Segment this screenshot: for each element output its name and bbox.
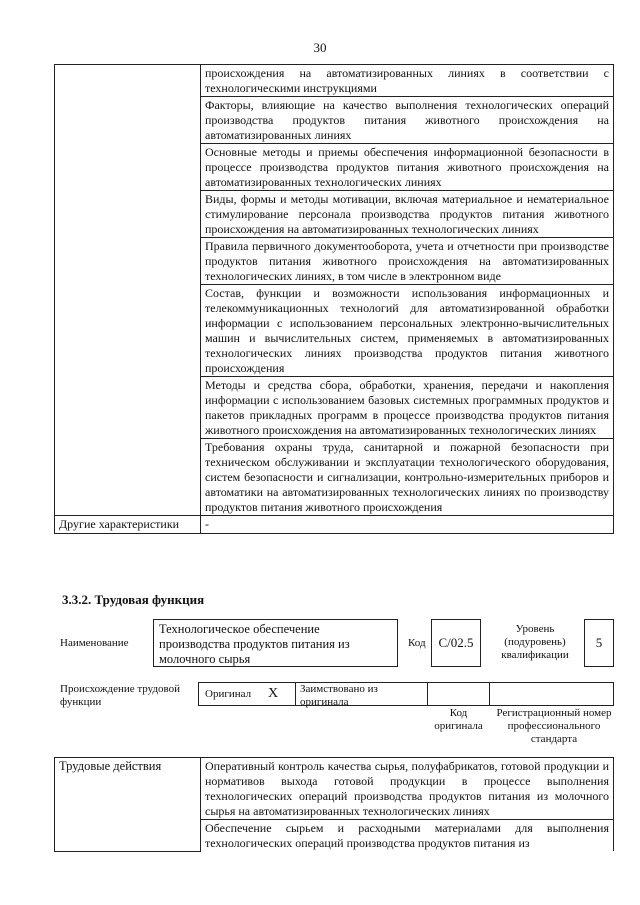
code-label: Код <box>408 637 426 649</box>
code-value: C/02.5 <box>431 619 481 667</box>
code-caption: Код оригинала <box>434 707 483 732</box>
table-cell: Оперативный контроль качества сырья, полуфабрикатов, готовой продукции и нормативов выхода готовой продукции в процессе выполнения технологических операций производства продуктов питания из молочного сырья на автоматизированных технологических линиях <box>201 758 614 820</box>
row-label-cell <box>55 65 201 516</box>
original-label: Оригинал <box>205 688 252 700</box>
table-cell: Виды, формы и методы мотивации, включая материальное и нематериальное стимулирование персонала производства продуктов питания животного происхождения на автоматизированных технологических линиях <box>201 191 614 238</box>
original-mark: X <box>268 686 279 701</box>
table-row <box>55 758 614 820</box>
function-name-value: Технологическое обеспечение производства продуктов питания из молочного сырья <box>153 619 398 667</box>
table-cell: происхождения на автоматизированных линиях в соответствии с технологическими инструкциями <box>201 65 614 97</box>
borrowed-cell <box>295 682 428 706</box>
table-cell: Обеспечение сырьем и расходными материалами для выполнения технологических операций производства продуктов питания из <box>201 820 614 852</box>
level-label: Уровень (подуровень) квалификации <box>501 623 569 661</box>
table-cell: Правила первичного документооборота, учета и отчетности при производстве продуктов питания животного происхождения на автоматизированных технологических линиях, в том числе в электронном виде <box>201 238 614 285</box>
name-label: Наименование <box>60 637 129 649</box>
table-cell: Требования охраны труда, санитарной и пожарной безопасности при техническом обслуживании и эксплуатации технологического оборудования, систем безопасности и сигнализации, контрольно-измерительных приборов и автоматики на автоматизированных технологических линиях по производству продуктов питания животного происхождения <box>201 439 614 516</box>
knowledge-table <box>54 64 614 534</box>
other-characteristics-value: - <box>201 516 614 534</box>
table-row <box>55 65 614 97</box>
level-value: 5 <box>584 619 614 667</box>
original-code-cell <box>427 682 490 706</box>
origin-label: Происхождение трудовой функции <box>60 683 181 708</box>
other-characteristics-label: Другие характеристики <box>55 516 201 534</box>
table-cell: Методы и средства сбора, обработки, хранения, передачи и накопления информации с использованием базовых системных программных продуктов и пакетов прикладных программ в процессе производства продуктов питания животного происхождения на автоматизированных технологических линиях <box>201 377 614 439</box>
labor-actions-label: Трудовые действия <box>55 758 201 852</box>
table-cell: Состав, функции и возможности использования информационных и телекоммуникационных технологий для автоматизированной обработки информации с использованием персональных электронно-вычислительных машин и вычислительных систем, применяемых в автоматизированных технологических линиях производства продуктов питания животного происхождения <box>201 285 614 377</box>
reg-number-cell <box>489 682 614 706</box>
table-cell: Основные методы и приемы обеспечения информационной безопасности в процессе производства продуктов питания животного происхождения на автоматизированных технологических линиях <box>201 144 614 191</box>
reg-caption: Регистрационный номер профессионального стандарта <box>496 707 612 745</box>
borrowed-label: Заимствовано из оригинала <box>300 683 378 708</box>
section-heading: 3.3.2. Трудовая функция <box>62 592 205 607</box>
page-number: 30 <box>313 40 327 55</box>
original-cell <box>198 682 296 706</box>
table-cell: Факторы, влияющие на качество выполнения технологических операций производства продуктов питания животного происхождения на автоматизированных линиях <box>201 97 614 144</box>
labor-actions-table <box>54 757 614 852</box>
table-row <box>55 516 614 534</box>
